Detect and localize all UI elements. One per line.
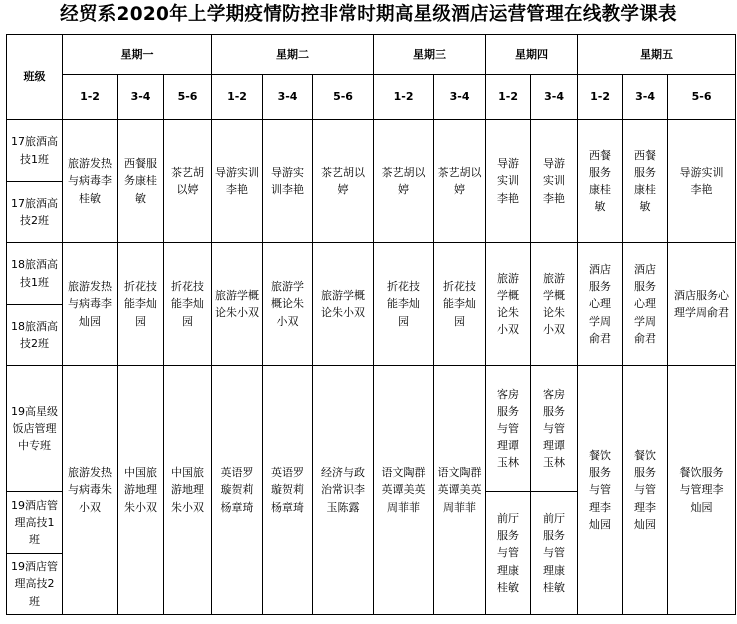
table-row	[7, 366, 736, 492]
course-cell: 旅游学概论朱小双	[263, 243, 313, 366]
course-cell: 旅游发热与病毒李灿园	[63, 243, 118, 366]
course-cell: 西餐服务康桂敏	[118, 120, 164, 243]
course-cell: 茶艺胡以婷	[434, 120, 486, 243]
day-header: 星期五	[578, 35, 736, 75]
period-header: 3-4	[623, 75, 668, 120]
course-cell: 旅游发热与病毒朱小双	[63, 366, 118, 615]
class-name-cell: 18旅酒高技2班	[7, 305, 63, 366]
course-cell: 客房服务与管理谭玉林	[486, 366, 531, 492]
course-cell: 折花技能李灿园	[118, 243, 164, 366]
class-name-cell: 19高星级饭店管理中专班	[7, 366, 63, 492]
class-name-cell: 19酒店管理高技2班	[7, 554, 63, 615]
period-header-row	[7, 75, 736, 120]
course-cell: 餐饮服务与管理李灿园	[578, 366, 623, 615]
period-header: 3-4	[118, 75, 164, 120]
course-cell: 旅游学概论朱小双	[531, 243, 578, 366]
course-cell: 酒店服务心理学周俞君	[623, 243, 668, 366]
course-cell: 旅游学概论朱小双	[313, 243, 374, 366]
day-header: 星期四	[486, 35, 578, 75]
class-name-cell: 17旅酒高技2班	[7, 182, 63, 243]
period-header: 5-6	[313, 75, 374, 120]
period-header: 1-2	[578, 75, 623, 120]
table-row	[7, 243, 736, 305]
course-cell: 导游实训李艳	[668, 120, 736, 243]
course-cell: 导游实训李艳	[263, 120, 313, 243]
period-header: 1-2	[486, 75, 531, 120]
course-cell: 茶艺胡以婷	[374, 120, 434, 243]
course-cell: 英语罗璇贺莉杨章琦	[212, 366, 263, 615]
course-cell: 茶艺胡以婷	[164, 120, 212, 243]
course-cell: 折花技能李灿园	[374, 243, 434, 366]
course-cell: 前厅服务与管理康桂敏	[486, 492, 531, 615]
class-name-cell: 19酒店管理高技1班	[7, 492, 63, 554]
period-header: 3-4	[531, 75, 578, 120]
day-header: 星期二	[212, 35, 374, 75]
course-cell: 语文陶群英谭美英周菲菲	[374, 366, 434, 615]
period-header: 5-6	[164, 75, 212, 120]
course-cell: 旅游发热与病毒李桂敏	[63, 120, 118, 243]
course-cell: 酒店服务心理学周俞君	[668, 243, 736, 366]
course-cell: 茶艺胡以婷	[313, 120, 374, 243]
course-cell: 旅游学概论朱小双	[212, 243, 263, 366]
course-cell: 导游实训李艳	[486, 120, 531, 243]
course-cell: 折花技能李灿园	[434, 243, 486, 366]
course-cell: 前厅服务与管理康桂敏	[531, 492, 578, 615]
class-name-cell: 18旅酒高技1班	[7, 243, 63, 305]
day-header: 星期一	[63, 35, 212, 75]
course-cell: 餐饮服务与管理李灿园	[668, 366, 736, 615]
course-cell: 语文陶群英谭美英周菲菲	[434, 366, 486, 615]
course-cell: 旅游学概论朱小双	[486, 243, 531, 366]
course-cell: 导游实训李艳	[531, 120, 578, 243]
course-cell: 英语罗璇贺莉杨章琦	[263, 366, 313, 615]
day-header: 星期三	[374, 35, 486, 75]
timetable	[6, 34, 736, 615]
course-cell: 酒店服务心理学周俞君	[578, 243, 623, 366]
table-row	[7, 120, 736, 182]
period-header: 3-4	[263, 75, 313, 120]
class-column-header: 班级	[7, 35, 63, 120]
day-header-row	[7, 35, 736, 75]
course-cell: 导游实训李艳	[212, 120, 263, 243]
period-header: 5-6	[668, 75, 736, 120]
class-name-cell: 17旅酒高技1班	[7, 120, 63, 182]
course-cell: 西餐服务康桂敏	[623, 120, 668, 243]
course-cell: 折花技能李灿园	[164, 243, 212, 366]
period-header: 1-2	[374, 75, 434, 120]
course-cell: 经济与政治常识李玉陈露	[313, 366, 374, 615]
course-cell: 客房服务与管理谭玉林	[531, 366, 578, 492]
course-cell: 餐饮服务与管理李灿园	[623, 366, 668, 615]
page-title: 经贸系2020年上学期疫情防控非常时期高星级酒店运营管理在线教学课表	[60, 4, 677, 25]
period-header: 1-2	[212, 75, 263, 120]
period-header: 3-4	[434, 75, 486, 120]
period-header: 1-2	[63, 75, 118, 120]
course-cell: 中国旅游地理朱小双	[118, 366, 164, 615]
course-cell: 西餐服务康桂敏	[578, 120, 623, 243]
course-cell: 中国旅游地理朱小双	[164, 366, 212, 615]
